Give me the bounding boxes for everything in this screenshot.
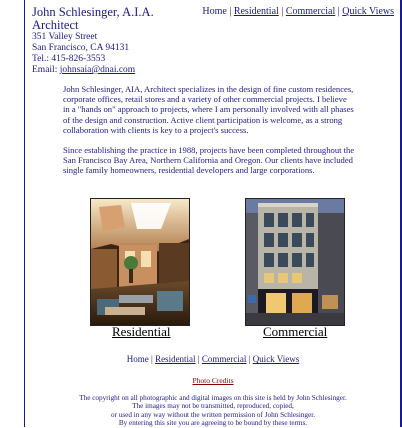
residential-interior-image xyxy=(91,199,189,325)
architect-name: John Schlesinger, A.I.A. xyxy=(32,5,154,19)
intro-paragraph-1: John Schlesinger, AIA, Architect specializes in the design of fine custom residences, corporate offices, retail stores and a variety of other commercial projects. I believe in a "hands on" approach to projects, where I am personally involved with all phases of the design and construction. Active client participation is welcome, as a strong collaboration with clients is key to a project's success. xyxy=(63,84,354,135)
footer-nav-quick-views[interactable]: Quick Views xyxy=(252,354,300,364)
intro-text xyxy=(63,84,355,186)
nav-separator: | xyxy=(151,354,153,364)
left-frame-border xyxy=(0,0,25,427)
photo-credits-link[interactable]: Photo Credits xyxy=(192,376,234,385)
bottom-nav xyxy=(32,354,394,364)
residential-caption-link[interactable]: Residential xyxy=(112,324,171,339)
email-line xyxy=(32,65,394,76)
nav-residential[interactable]: Residential xyxy=(233,6,279,17)
nav-commercial[interactable]: Commercial xyxy=(285,6,336,17)
copyright-line-1: The copyright on all photographic and digital images on this site is held by John Schlesinger. xyxy=(79,394,347,402)
copyright-notice xyxy=(32,394,394,428)
nav-separator: | xyxy=(248,354,251,364)
copyright-line-4: By entering this site you are agreeing to be bound by these terms. xyxy=(118,419,308,428)
footer-nav-home[interactable]: Home xyxy=(126,354,149,364)
commercial-photo-link[interactable] xyxy=(245,198,345,326)
nav-separator: | xyxy=(197,354,200,364)
city-address: San Francisco, CA 94131 xyxy=(32,43,130,53)
nav-quick-views[interactable]: Quick Views xyxy=(342,6,394,17)
commercial-caption-link[interactable]: Commercial xyxy=(263,324,328,339)
photo-credits xyxy=(32,376,394,385)
intro-paragraph-2: Since establishing the practice in 1988, projects have been completed throughout the San Francisco Bay Area, Northern California and Oregon. Our clients have included single family homeowners, residential developers and large corporations. xyxy=(63,145,355,176)
email-link[interactable]: johnsaia@dnai.com xyxy=(59,65,136,75)
copyright-line-3: or used in any way without the written permission of John Schlesinger. xyxy=(110,410,315,419)
nav-home[interactable]: Home xyxy=(202,6,227,17)
architect-title: Architect xyxy=(32,18,79,32)
footer-nav-residential[interactable]: Residential xyxy=(155,354,196,364)
street-address: 351 Valley Street xyxy=(32,32,98,42)
page-content xyxy=(32,0,394,427)
commercial-building-image xyxy=(246,199,344,325)
email-label: Email: xyxy=(32,65,58,75)
residential-photo-link[interactable] xyxy=(90,198,190,326)
nav-separator: | xyxy=(229,6,232,17)
telephone: Tel.: 415-826-3553 xyxy=(32,54,106,64)
footer-nav-commercial[interactable]: Commercial xyxy=(201,354,247,364)
nav-separator: | xyxy=(281,6,284,17)
nav-separator: | xyxy=(337,6,340,17)
top-nav xyxy=(202,6,394,17)
copyright-line-2: The images may not be transmitted, reproduced, copied, xyxy=(132,402,294,411)
